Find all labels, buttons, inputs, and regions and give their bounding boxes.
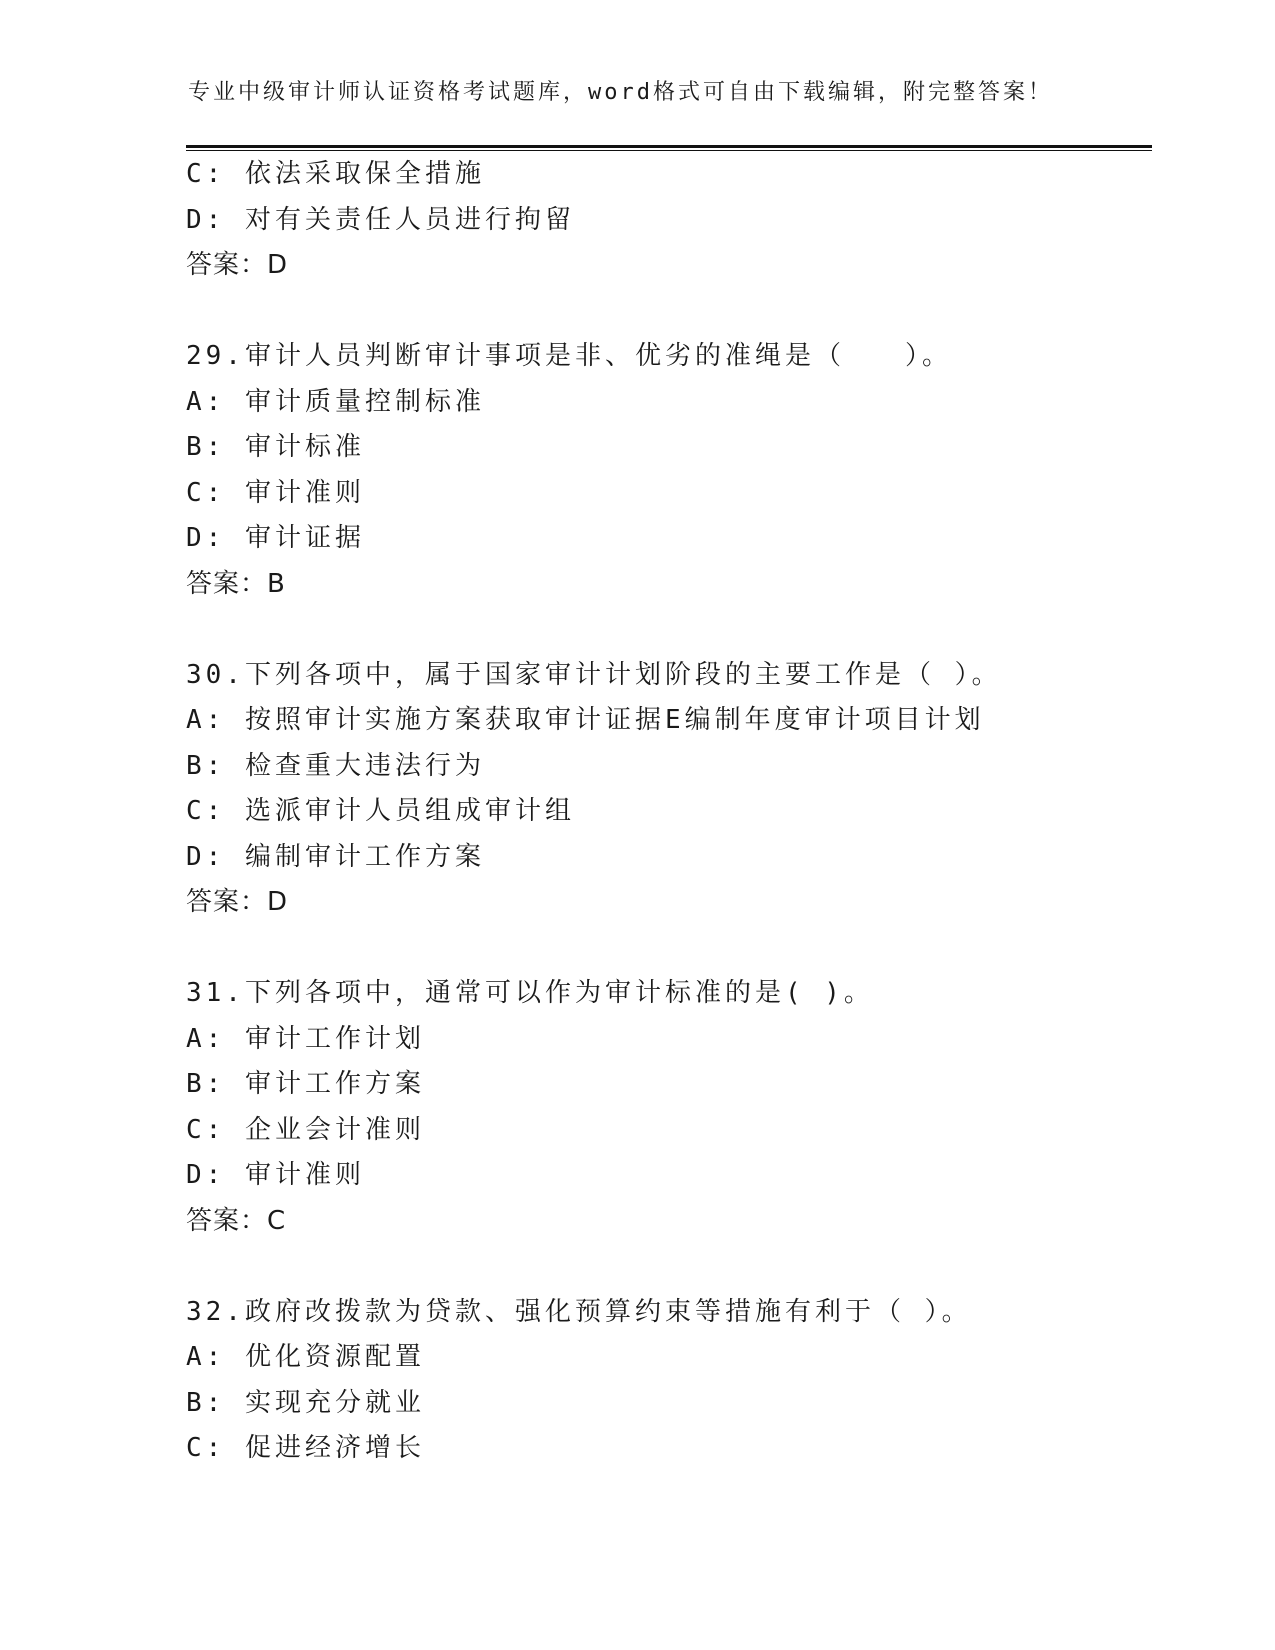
answer-line: 答案：D <box>186 887 289 917</box>
option-c: C: 促进经济增长 <box>186 1433 425 1463</box>
option-c: C: 选派审计人员组成审计组 <box>186 796 575 826</box>
header-rule-thick <box>186 145 1152 148</box>
question-stem: 31.下列各项中，通常可以作为审计标准的是( )。 <box>186 978 874 1008</box>
question-32 <box>186 1290 1166 1472</box>
option-c: C: 企业会计准则 <box>186 1114 425 1145</box>
option-a: A: 审计质量控制标准 <box>186 386 485 417</box>
question-29 <box>186 334 1166 607</box>
option-c: C: 审计准则 <box>186 477 365 508</box>
question-stem: 32.政府改拨款为贷款、强化预算约束等措施有利于（ ）。 <box>186 1296 972 1327</box>
option-b: B: 实现充分就业 <box>186 1387 425 1418</box>
option-a: A: 按照审计实施方案获取审计证据E编制年度审计项目计划 <box>186 705 985 735</box>
option-b: B: 审计标准 <box>186 432 365 462</box>
spacer <box>186 289 1166 335</box>
answer-line: 答案：B <box>186 568 286 599</box>
prev-question-tail <box>186 152 1166 289</box>
option-a: A: 审计工作计划 <box>186 1023 425 1054</box>
option-d: D: 审计证据 <box>186 523 365 553</box>
question-31 <box>186 971 1166 1244</box>
option-a: A: 优化资源配置 <box>186 1342 425 1372</box>
answer-line: 答案：C <box>186 1205 287 1236</box>
question-list <box>186 152 1166 1472</box>
option-d: D: 对有关责任人员进行拘留 <box>186 204 575 235</box>
option-c: C: 依法采取保全措施 <box>186 159 485 189</box>
question-stem: 29.审计人员判断审计事项是非、优劣的准绳是（ ）。 <box>186 341 952 371</box>
spacer <box>186 607 1166 653</box>
page-header: 专业中级审计师认证资格考试题库，word格式可自由下载编辑，附完整答案！ <box>188 80 1053 105</box>
header-rule-thin <box>186 150 1152 151</box>
answer-line: 答案：D <box>186 250 289 280</box>
question-stem: 30.下列各项中，属于国家审计计划阶段的主要工作是（ ）。 <box>186 659 1002 690</box>
option-d: D: 审计准则 <box>186 1160 365 1190</box>
option-d: D: 编制审计工作方案 <box>186 841 485 872</box>
spacer <box>186 926 1166 972</box>
option-b: B: 检查重大违法行为 <box>186 750 485 781</box>
spacer <box>186 1244 1166 1290</box>
option-b: B: 审计工作方案 <box>186 1069 425 1099</box>
question-30 <box>186 653 1166 926</box>
